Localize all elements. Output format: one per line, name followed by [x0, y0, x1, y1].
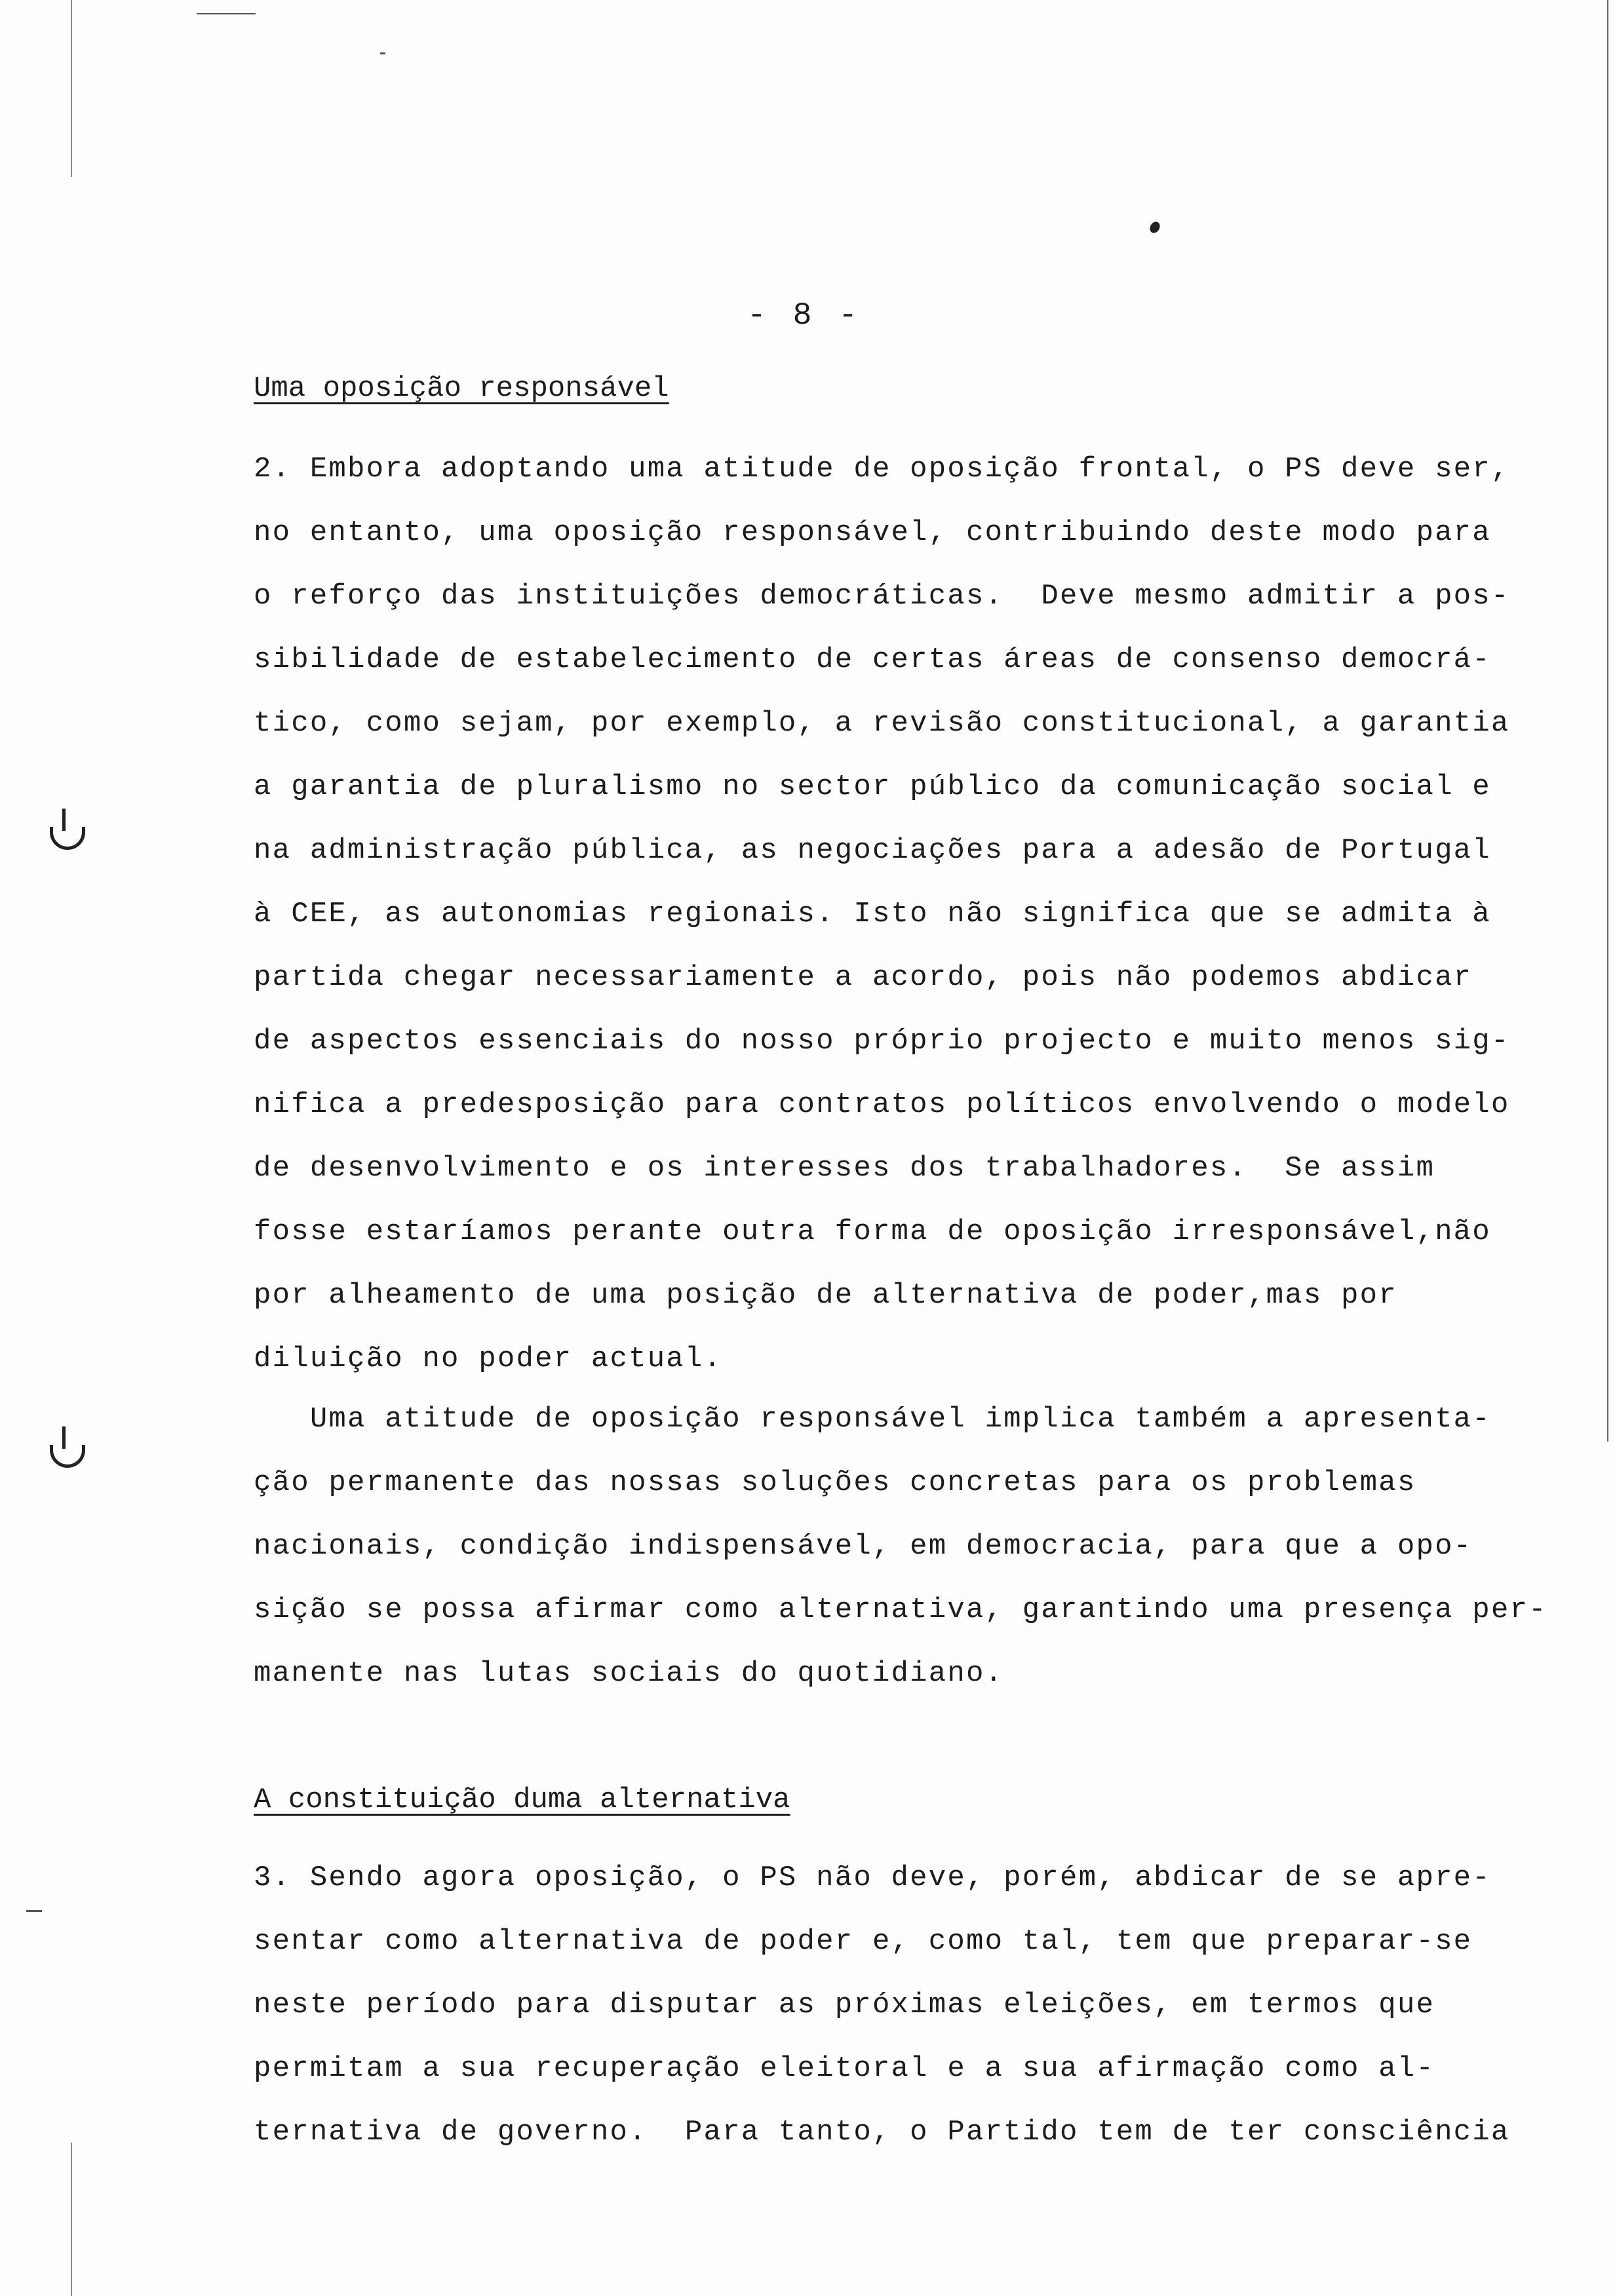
text-line: de desenvolvimento e os interesses dos trabalhadores. Se assim — [254, 1152, 1435, 1185]
text-line: nifica a predesposição para contratos políticos envolvendo o modelo — [254, 1088, 1510, 1121]
paragraph — [254, 1846, 1565, 2164]
paragraph — [254, 1388, 1565, 1706]
binder-hook-mark — [50, 827, 85, 850]
scan-edge-right — [1607, 0, 1608, 1442]
text-line: partida chegar necessariamente a acordo, pois não podemos abdicar — [254, 961, 1473, 994]
section-heading: A constituição duma alternativa — [254, 1784, 790, 1816]
text-line: Uma atitude de oposição responsável implica também a apresenta- — [254, 1403, 1491, 1436]
text-line: tico, como sejam, por exemplo, a revisão constitucional, a garantia — [254, 707, 1510, 740]
text-line: permitam a sua recuperação eleitoral e a sua afirmação como al- — [254, 2052, 1435, 2085]
text-line: nacionais, condição indispensável, em democracia, para que a opo- — [254, 1530, 1473, 1563]
text-line: sibilidade de estabelecimento de certas áreas de consenso democrá- — [254, 643, 1491, 676]
scan-edge-left — [71, 0, 72, 177]
margin-dash — [26, 1910, 42, 1912]
binder-hook-mark — [50, 1445, 85, 1468]
text-line: à CEE, as autonomias regionais. Isto não significa que se admita à — [254, 898, 1491, 930]
text-line: fosse estaríamos perante outra forma de oposição irresponsável,não — [254, 1215, 1491, 1248]
text-line: ção permanente das nossas soluções concretas para os problemas — [254, 1466, 1416, 1499]
text-line: por alheamento de uma posição de alternativa de poder,mas por — [254, 1279, 1397, 1312]
paragraph — [254, 438, 1565, 1391]
text-line: 3. Sendo agora oposição, o PS não deve, porém, abdicar de se apre- — [254, 1862, 1491, 1894]
text-line: 2. Embora adoptando uma atitude de oposição frontal, o PS deve ser, — [254, 453, 1510, 486]
scan-speck — [197, 13, 256, 14]
text-line: ternativa de governo. Para tanto, o Partido tem de ter consciência — [254, 2116, 1510, 2149]
scan-edge-left-bottom — [71, 2143, 72, 2296]
text-line: a garantia de pluralismo no sector público da comunicação social e — [254, 771, 1491, 803]
section-heading: Uma oposição responsável — [254, 372, 669, 405]
text-line: de aspectos essenciais do nosso próprio projecto e muito menos sig- — [254, 1025, 1510, 1058]
text-line: sição se possa afirmar como alternativa, garantindo uma presença per- — [254, 1594, 1547, 1626]
scan-speck — [380, 52, 385, 54]
text-line: manente nas lutas sociais do quotidiano. — [254, 1657, 1004, 1690]
text-line: o reforço das instituições democráticas. Deve mesmo admitir a pos- — [254, 580, 1510, 613]
text-line: no entanto, uma oposição responsável, contribuindo deste modo para — [254, 516, 1491, 549]
text-line: sentar como alternativa de poder e, como tal, tem que preparar-se — [254, 1925, 1473, 1958]
text-line: na administração pública, as negociações para a adesão de Portugal — [254, 834, 1491, 867]
ink-blot — [1148, 220, 1161, 235]
text-line: diluição no poder actual. — [254, 1343, 723, 1375]
text-line: neste período para disputar as próximas eleições, em termos que — [254, 1989, 1435, 2021]
page-number: - 8 - — [747, 298, 862, 334]
